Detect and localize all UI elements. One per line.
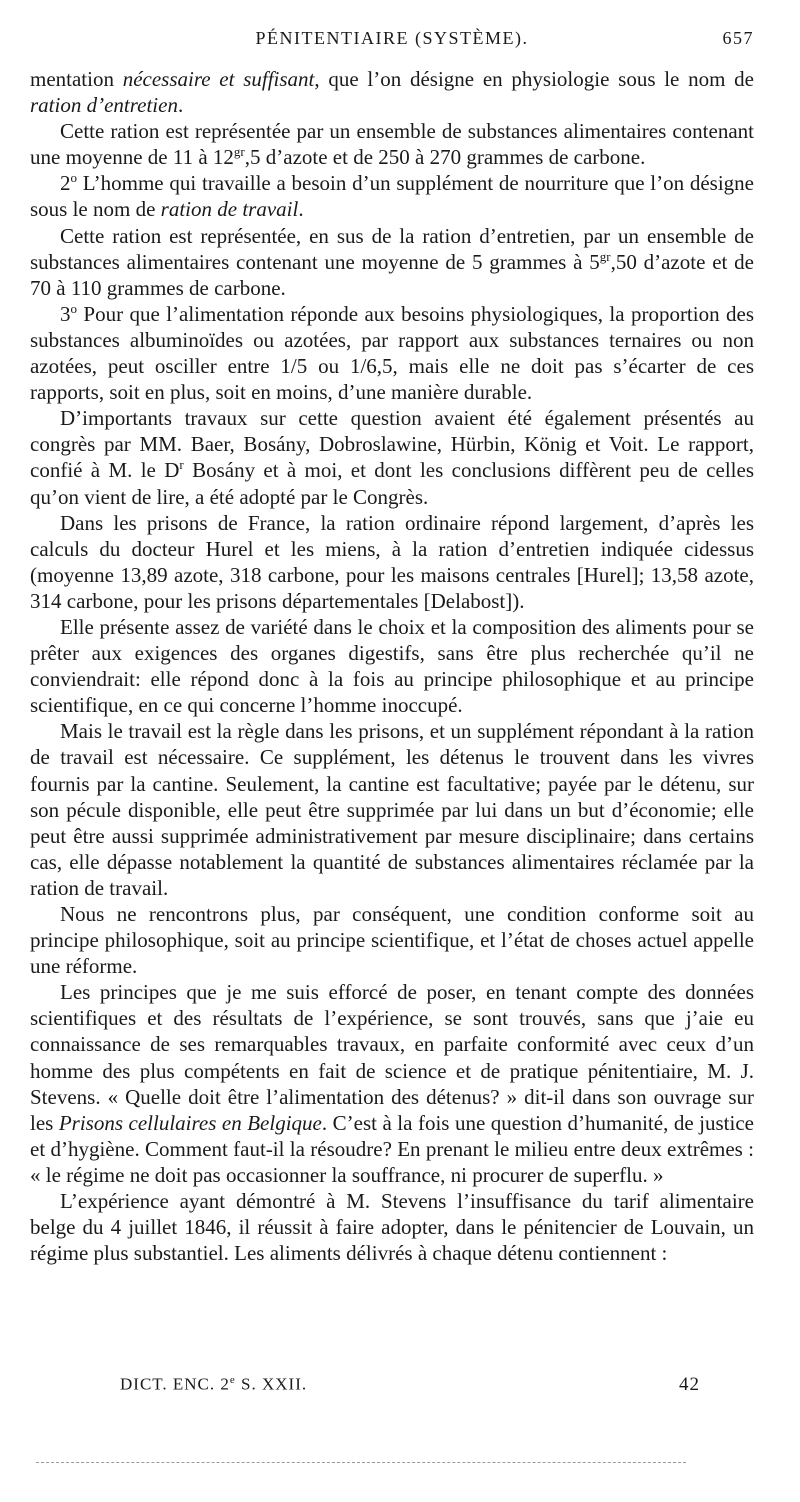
text-run: Dans les prisons de France, la ration ordinaire répond largement, d’après les calculs du docteur Hurel et les miens, à la ration d’entretien indiquée cidessus (moyenne 13,89 azote, 318 carbone, pour les maisons centrales [Hurel]; 13,58 azote, 314 carbone, pour les prisons départementales [Delabost]). [30,510,754,613]
text-run: . [298,197,304,222]
text-run: Elle présente assez de variété dans le choix et la composition des aliments pour se prêter aux exigences des organes digestifs, sans être plus recherchée qu’il ne conviendrait: elle répond donc à la fois au principe philosophique et au principe scientifique, en ce qui concerne l’homme inoccupé. [30,614,754,718]
superscript-text: o [70,300,77,316]
paragraph [30,405,754,509]
paragraph [30,118,754,170]
superscript-text: gr [599,248,611,264]
signature-text: DICT. ENC. 2 [120,1374,230,1394]
paragraph [30,170,754,222]
text-run: Les principes que je me suis efforcé de poser, en tenant compte des données scientifiques et des résultats de l’expérience, se sont trouvés, sans que j’aie eu connaissance de ses remarquables travaux, en parfaite conformité avec ceux d’un homme des plus compétents en fait de science et de pratique pénitentiaire, M. J. Stevens. « Quelle doit être l’alimentation des détenus? » dit-il dans son ouvrage sur les [30,980,754,1135]
signature-sup: e [229,1374,236,1386]
text-run: ,50 d’azote et de 70 à 110 grammes de carbone. [30,249,754,300]
text-run: D’importants travaux sur cette question avaient été également présentés au congrès par MM. Baer, Bosány, Dobroslawine, Hürbin, König et Voit. Le rapport, confié à M. le D [30,406,754,483]
text-run: . C’est à la fois une question d’humanité, de justice et d’hygiène. Comment faut-il la résoudre? En prenant le milieu entre deux extrêmes : « le régime ne doit pas occasionner la souffrance, ni procurer de superflu. » [30,1110,754,1187]
text-run: , que l’on désigne en physiologie sous le nom de [314,67,754,91]
paragraph [30,614,754,718]
paragraph [30,901,754,979]
text-run: ,5 d’azote et de 250 à 270 grammes de carbone. [244,145,646,170]
text-run: Bosány et à moi, et dont les conclusions diffèrent peu de celles qu’on vient de lire, a été adopté par le Congrès. [30,458,754,509]
page-number: 657 [722,28,754,48]
page-footer [120,1374,700,1400]
sheet-number: 42 [679,1374,700,1395]
running-head [30,28,754,54]
signature-mark [120,1374,307,1395]
paragraph [30,301,754,405]
body-text [30,66,754,1266]
text-run: Pour que l’alimentation réponde aux besoins physiologiques, la proportion des substances albuminoïdes ou azotées, par rapport aux substances ternaires ou non azotées, peut osciller entre 1/5 ou 1/6,5, mais elle ne doit pas s’écarter de ces rapports, soit en plus, soit en moins, d’une manière durable. [30,301,754,405]
italic-text: nécessaire et suffisant [122,67,315,91]
text-run: 3 [60,301,71,326]
text-run: 2 [60,171,71,196]
paragraph [30,1188,754,1266]
text-run: L’expérience ayant démontré à M. Stevens l’insuffisance du tarif alimentaire belge du 4 juillet 1846, il réussit à faire adopter, dans le pénitencier de Louvain, un régime plus substantiel. Les aliments délivrés à chaque détenu contiennent : [30,1189,754,1266]
superscript-text: r [179,457,184,473]
paragraph [30,510,754,614]
paragraph [30,223,754,301]
italic-text: ration d’entretien [30,93,178,118]
text-run: . [177,93,184,118]
bottom-rule [36,1462,686,1463]
text-run: L’homme qui travaille a besoin d’un supplément de nourriture que l’on désigne sous le nom de [30,171,754,222]
paragraph [30,66,754,118]
paragraph [30,718,754,901]
superscript-text: o [70,170,77,186]
running-head-title: PÉNITENTIAIRE (SYSTÈME). [255,28,529,48]
text-run: Cette ration est représentée par un ensemble de substances alimentaires contenant une moyenne de 11 à 12 [30,119,754,170]
superscript-text: gr [233,144,245,160]
italic-text: Prisons cellulaires en Belgique [58,1110,322,1135]
text-run: Cette ration est représentée, en sus de la ration d’entretien, par un ensemble de substances alimentaires contenant une moyenne de 5 grammes à 5 [30,223,754,274]
signature-series: S. XXII. [235,1374,308,1394]
paragraph [30,979,754,1188]
italic-text: ration de travail [160,197,299,222]
text-run: Mais le travail est la règle dans les prisons, et un supplément répondant à la ration de travail est nécessaire. Ce supplément, les détenus le trouvent dans les vivres fournis par la cantine. Seulement, la cantine est facultative; payée par le détenu, sur son pécule disponible, elle peut être supprimée par lui dans un but d’économie; elle peut être aussi supprimée administrativement par mesure disciplinaire; dans certains cas, elle dépasse notablement la quantité de substances alimentaires réclamée par la ration de travail. [30,719,754,900]
text-run: mentation [30,67,123,91]
text-run: Nous ne rencontrons plus, par conséquent, une condition conforme soit au principe philosophique, soit au principe scientifique, et l’état de choses actuel appelle une réforme. [30,902,754,979]
